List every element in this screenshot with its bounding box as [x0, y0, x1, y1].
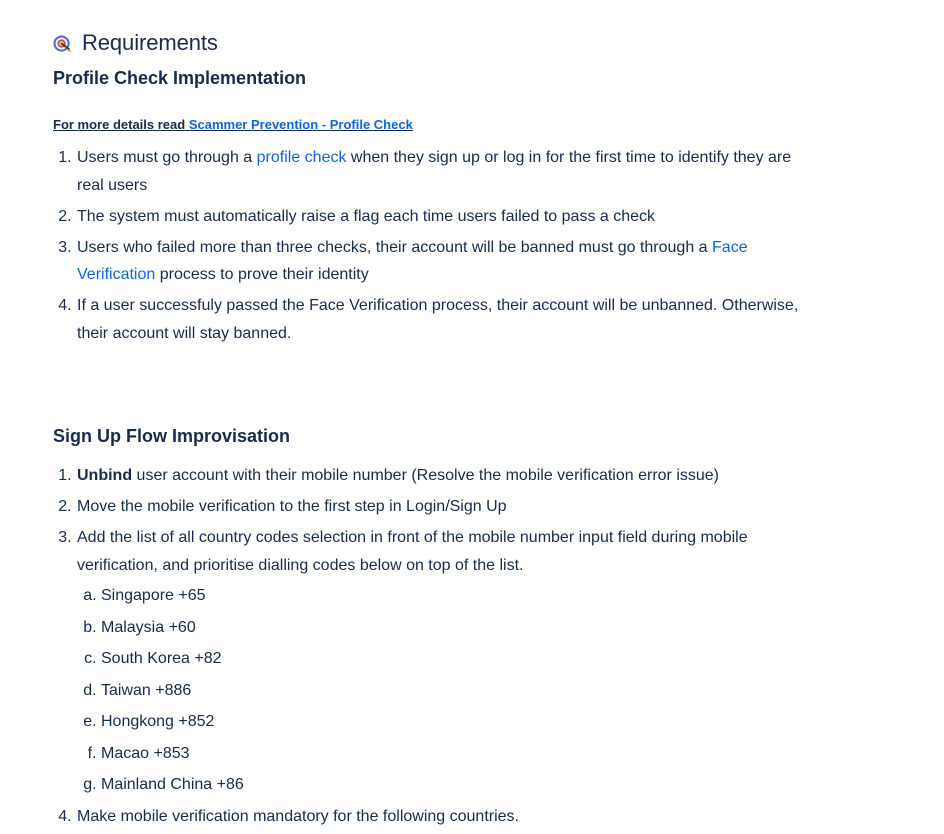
list-item: [76, 462, 811, 490]
list-item-text: Users must go through a: [77, 149, 257, 166]
country-code-item: e. Hongkong +852: [101, 708, 811, 736]
list-item-text: The system must automatically raise a flag each time users failed to pass a check: [77, 207, 656, 225]
requirements-heading: [53, 29, 218, 57]
details-note-prefix: For more details read: [53, 117, 189, 132]
list-item: [76, 203, 811, 231]
list-item-text: when they sign up or log in for the first time to identify they are real users: [77, 149, 792, 194]
country-code-item: g. Mainland China +86: [101, 771, 811, 799]
list-item-text: user account with their mobile number (Resolve the mobile verification error issue): [132, 467, 720, 484]
unbind-bold-text: Unbind: [77, 467, 133, 484]
country-code-item: a. Singapore +65: [101, 582, 811, 610]
country-code-item: c. South Korea +82: [101, 645, 811, 673]
list-item: [76, 493, 811, 521]
list-item-text: process to prove their identity: [155, 266, 369, 283]
face-verification-link[interactable]: Face Verification: [77, 238, 748, 283]
requirements-title: Requirements: [82, 30, 218, 55]
profile-check-heading: Profile Check Implementation: [53, 68, 307, 88]
target-dart-icon: [53, 34, 72, 53]
country-code-list: [77, 582, 811, 799]
list-item-text: If a user successfuly passed the Face Verification process, their account will be unbanned. Otherwise, their account will stay banned.: [77, 297, 799, 342]
profile-check-list: [53, 144, 811, 351]
sign-up-heading: Sign Up Flow Improvisation: [53, 426, 291, 446]
list-item-text: Make mobile verification mandatory for the following countries.: [77, 807, 519, 825]
country-code-item: f. Macao +853: [101, 740, 811, 768]
list-item: [76, 292, 811, 347]
details-note: [53, 117, 413, 132]
list-item: [76, 144, 811, 199]
list-item-text: Add the list of all country codes selection in front of the mobile number input field during mobile verification, and prioritise dialling codes below on top of the list.: [77, 529, 748, 574]
profile-check-link[interactable]: profile check: [256, 149, 347, 166]
sign-up-list: [53, 462, 811, 834]
list-item: [76, 234, 811, 289]
list-item: [76, 803, 811, 831]
list-item-text: Move the mobile verification to the first step in Login/Sign Up: [77, 498, 507, 515]
scammer-prevention-link[interactable]: Scammer Prevention - Profile Check: [188, 117, 413, 132]
country-code-item: d. Taiwan +886: [101, 677, 811, 705]
country-code-item: b. Malaysia +60: [101, 614, 811, 642]
list-item-text: Users who failed more than three checks, their account will be banned must go through a: [77, 238, 713, 256]
list-item: [76, 524, 811, 799]
